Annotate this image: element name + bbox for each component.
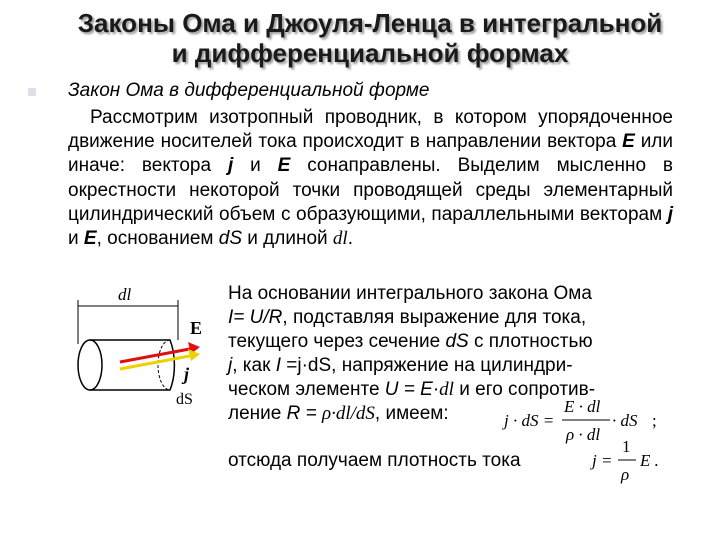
text-part: сонаправлены. Выделим мысленно в окрестности некоторой точки проводящей среды элементарный цилиндрический объем с образующими, параллельными векторам <box>68 155 673 225</box>
text-part: текущего через сечение <box>228 331 446 352</box>
right-line-2 <box>228 306 680 330</box>
formula2-denominator: ρ <box>621 465 630 484</box>
symbol-dS: dS <box>445 331 469 352</box>
symbol-I: I <box>228 307 234 328</box>
formula1-numerator: E · dl <box>564 397 601 416</box>
right-line-4 <box>228 354 680 378</box>
text-part: ческом элементе <box>228 379 385 400</box>
formula1-lhs: j · dS = <box>504 411 555 430</box>
right-line-1: На основании интегрального закона Ома <box>228 283 592 304</box>
title-line-2: и дифференциальной формах <box>171 38 569 68</box>
formula-resistance: R = <box>286 403 322 424</box>
intro-paragraph <box>68 106 673 251</box>
title-line-1: Законы Ома и Джоуля-Ленца в интегральной <box>77 8 663 38</box>
formula-current: =j·dS <box>280 355 332 376</box>
text-part: и его сопротив- <box>453 379 596 400</box>
arrow-E <box>120 348 195 362</box>
text-part: и <box>233 155 278 177</box>
symbol-E: E <box>622 131 635 153</box>
text-part: ление <box>228 403 287 424</box>
symbol-I: I <box>275 355 281 376</box>
text-part: , подставляя выражение для тока, <box>282 307 587 328</box>
symbol-dl: dl <box>439 379 454 400</box>
formula2-rhs: E . <box>640 451 659 470</box>
symbol-j: j <box>228 355 233 376</box>
formula1-mul: · dS <box>612 411 638 430</box>
text-part: , имеем: <box>374 403 449 424</box>
symbol-dS: dS <box>218 228 242 250</box>
footer-text: отсюда получаем плотность тока <box>228 450 521 471</box>
formula-ohm: = U/R <box>233 307 283 328</box>
right-line-3 <box>228 330 680 354</box>
symbol-j: j <box>667 203 673 225</box>
formula-2 <box>588 432 698 488</box>
diagram-label-dl: dl <box>118 285 132 304</box>
diagram-label-dS: dS <box>176 391 193 408</box>
text-part: Рассмотрим изотропный проводник, в котором упорядоченное движение носителей тока происходит в направлении вектора <box>68 107 673 153</box>
page-title <box>20 8 720 68</box>
paragraph-text <box>68 106 673 251</box>
cylinder-diagram <box>60 282 233 412</box>
diagram-label-j: j <box>184 364 190 384</box>
formula-voltage: U = E· <box>384 379 440 400</box>
diagram-label-E: E <box>190 318 203 338</box>
cylinder-base-left <box>78 340 102 390</box>
formula-resistance-rhs: ρ·dl/dS <box>321 403 375 424</box>
text-part: и <box>68 228 84 250</box>
text-part: , основанием <box>96 228 219 250</box>
subheading: Закон Ома в дифференциальной форме <box>68 80 430 101</box>
symbol-dl: dl <box>332 228 348 250</box>
text-part: , напряжение на цилиндри- <box>331 355 573 376</box>
symbol-j: j <box>227 155 234 177</box>
cylinder-base-right-hidden <box>158 340 170 390</box>
symbol-E: E <box>277 155 291 177</box>
formula1-end: ; <box>652 411 657 430</box>
text-part: . <box>347 228 353 250</box>
text-part: с плотностью <box>468 331 593 352</box>
formula1-denominator: ρ · dl <box>566 425 601 444</box>
symbol-E: E <box>83 228 97 250</box>
text-part: , как <box>232 355 276 376</box>
formula2-lhs: j = <box>592 451 613 470</box>
text-part: или иначе: вектора <box>68 131 674 177</box>
formula2-numerator: 1 <box>622 437 631 456</box>
text-part: и длиной <box>242 228 333 250</box>
bullet-icon <box>28 88 36 96</box>
